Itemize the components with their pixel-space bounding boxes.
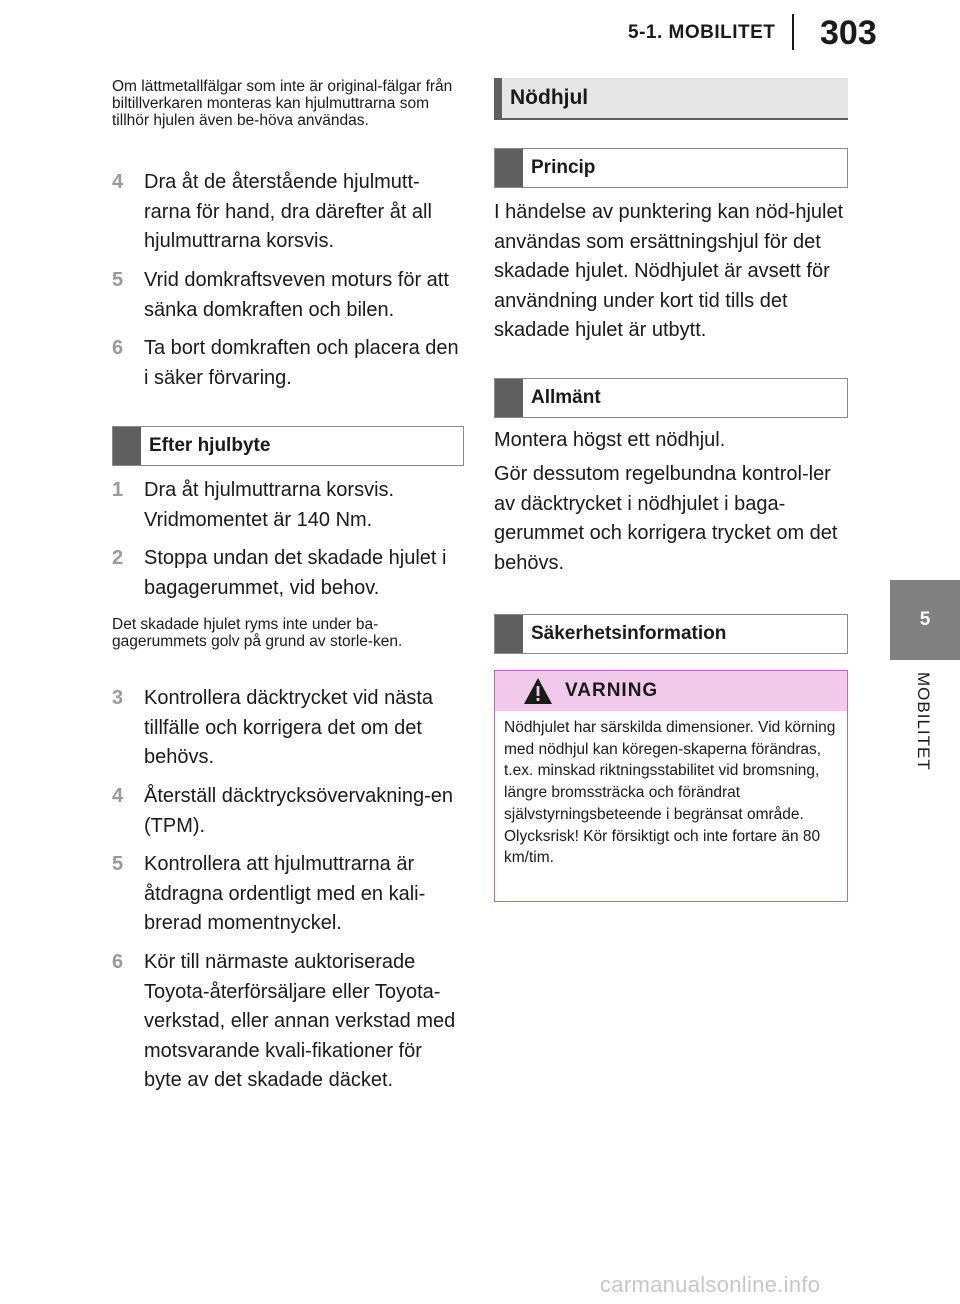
step-text: Vrid domkraftsveven moturs för att sänka domkraften och bilen. [144, 269, 449, 321]
section-title-label: Efter hjulbyte [149, 435, 271, 456]
chapter-tab-label: MOBILITET [914, 672, 933, 771]
main-heading-nodhjul [494, 78, 848, 120]
note-text: Det skadade hjulet ryms inte under ba-gagerummets golv på grund av storle-ken. [112, 616, 403, 650]
step-number: 3 [112, 687, 124, 709]
step-item [112, 168, 464, 257]
step-text: Dra åt hjulmuttrarna korsvis. Vridmomentet är 140 Nm. [144, 479, 395, 531]
step-number: 2 [112, 547, 124, 569]
step-number: 4 [112, 785, 124, 807]
chapter-tab-label-wrap [890, 672, 960, 792]
section-bar [495, 615, 523, 653]
step-number: 6 [112, 951, 124, 973]
warning-triangle-icon [523, 677, 553, 705]
page-number: 303 [820, 14, 877, 52]
step-text: Kör till närmaste auktoriserade Toyota-återförsäljare eller Toyota-verkstad, eller annan verkstad med motsvarande kvali-fikationer för byte av det skadade däcket. [144, 951, 456, 1091]
step-item [112, 476, 464, 535]
step-number: 5 [112, 269, 124, 291]
section-title: 5-1. MOBILITET [628, 22, 776, 43]
step-item [112, 266, 464, 325]
section-bar [113, 427, 141, 465]
step-item [112, 334, 464, 393]
section-title-label: Allmänt [531, 387, 601, 408]
warning-box [494, 670, 848, 902]
section-bar [495, 149, 523, 187]
step-item [112, 544, 464, 603]
section-header-sakerhetsinformation [494, 614, 848, 654]
general-paragraph-2: Gör dessutom regelbundna kontrol-ler av däcktrycket i nödhjulet i baga-gerummet och korrigera trycket om det behövs. [494, 463, 838, 574]
intro-text: Om lättmetallfälgar som inte är original-fälgar från biltillverkaren monteras kan hjulmuttrarna som tillhör hjulen även be-höva användas. [112, 78, 453, 129]
general-paragraph-1: Montera högst ett nödhjul. [494, 429, 726, 451]
warning-text: Nödhjulet har särskilda dimensioner. Vid körning med nödhjul kan köregen-skaperna förändras, t.ex. minskad riktningsstabilitet vid bromsning, längre bromssträcka och förändrat självstyrningsbeteende i begränsat område. Olycksrisk! Kör försiktigt och inte fortare än 80 km/tim. [504, 719, 836, 867]
warning-title: VARNING [565, 680, 659, 701]
step-number: 4 [112, 171, 124, 193]
section-title-label: Princip [531, 157, 596, 178]
step-item [112, 850, 464, 939]
section-header-allmant [494, 378, 848, 418]
step-text: Återställ däcktrycksövervakning-en (TPM). [144, 785, 454, 837]
watermark: carmanualsonline.info [600, 1272, 821, 1297]
step-item [112, 782, 464, 841]
step-item [112, 684, 464, 773]
main-heading-bar [494, 78, 502, 120]
step-text: Dra åt de återstående hjulmutt-rarna för hand, dra därefter åt all hjulmuttrarna korsvis. [144, 171, 432, 252]
chapter-tab-number: 5 [890, 580, 960, 660]
step-number: 1 [112, 479, 124, 501]
section-bar [495, 379, 523, 417]
header-divider [792, 14, 794, 50]
section-header-princip [494, 148, 848, 188]
step-item [112, 948, 464, 1096]
section-header-efter-hjulbyte [112, 426, 464, 466]
principle-paragraph: I händelse av punktering kan nöd-hjulet användas som ersättningshjul för det skadade hjulet. Nödhjulet är avsett för användning under kort tid tills det skadade hjulet är utbytt. [494, 201, 844, 341]
step-text: Kontrollera att hjulmuttrarna är åtdragna ordentligt med en kali-brerad momentnyckel. [144, 853, 426, 934]
step-text: Ta bort domkraften och placera den i säker förvaring. [144, 337, 459, 389]
section-title-label: Säkerhetsinformation [531, 623, 727, 644]
step-number: 6 [112, 337, 124, 359]
step-text: Stoppa undan det skadade hjulet i bagagerummet, vid behov. [144, 547, 447, 599]
warning-header [495, 671, 847, 711]
step-text: Kontrollera däcktrycket vid nästa tillfälle och korrigera det om det behövs. [144, 687, 434, 768]
main-heading-label: Nödhjul [510, 86, 589, 109]
step-number: 5 [112, 853, 124, 875]
